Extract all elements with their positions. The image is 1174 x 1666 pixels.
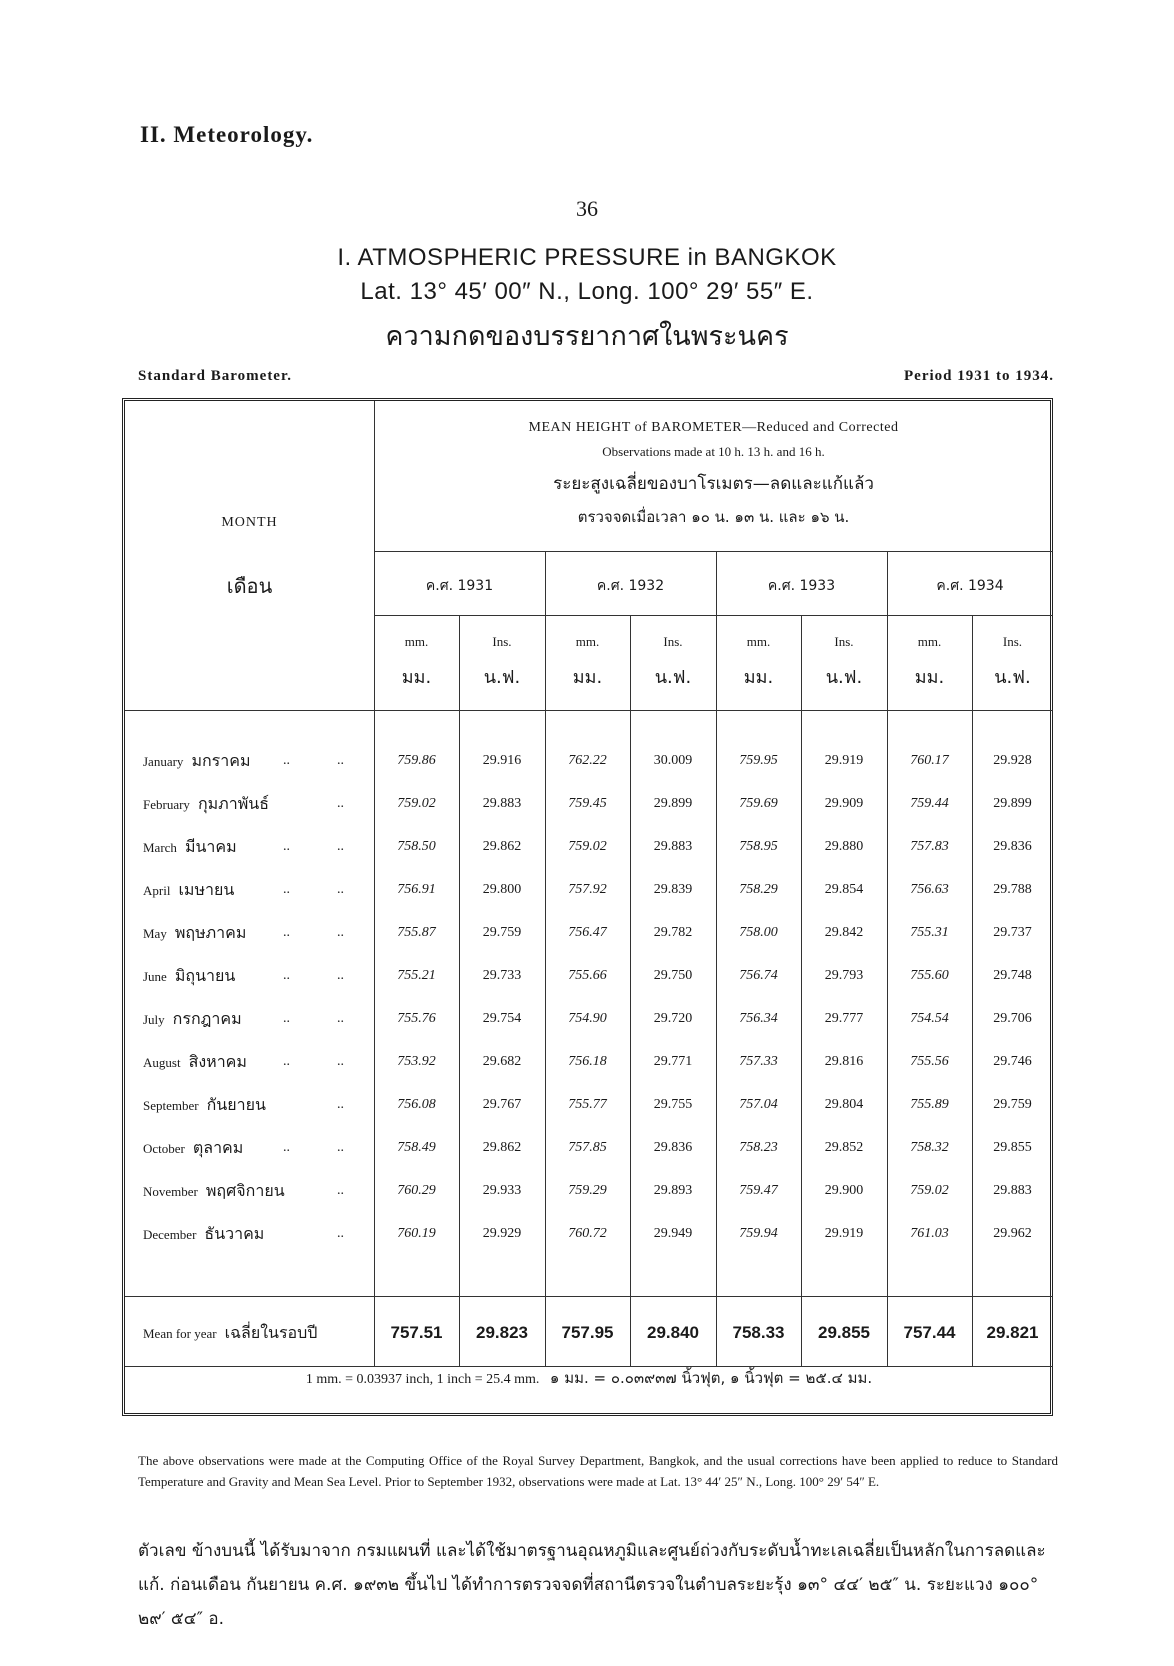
value-mm: 758.49 — [397, 1140, 436, 1155]
mean-header-thai-1: ระยะสูงเฉลี่ยของบาโรเมตร—ลดและแก้แล้ว — [553, 474, 874, 494]
value-mm: 754.54 — [910, 1011, 949, 1026]
value-ins: 29.854 — [824, 882, 864, 897]
month-label — [143, 1211, 264, 1256]
leader-dots: .. — [283, 882, 290, 897]
month-label-en: February — [143, 797, 190, 812]
leader-dots: .. — [283, 1011, 290, 1026]
leader-dots: .. — [337, 1226, 344, 1241]
value-ins: 29.852 — [824, 1140, 864, 1155]
unit-ins-label: Ins. — [663, 634, 683, 649]
unit-mm-thai-label: มม. — [743, 667, 774, 688]
leader-dots: .. — [337, 753, 344, 768]
month-label — [143, 781, 269, 826]
value-mm: 760.29 — [397, 1183, 436, 1198]
value-mm: 758.29 — [739, 882, 778, 897]
month-label — [143, 867, 234, 912]
unit-ins-label: Ins. — [834, 634, 854, 649]
value-mm: 761.03 — [910, 1226, 949, 1241]
section-heading: II. Meteorology. — [140, 122, 314, 147]
unit-mm-thai-label: มม. — [572, 667, 603, 688]
value-mm: 758.23 — [739, 1140, 778, 1155]
value-mm: 753.92 — [397, 1054, 436, 1069]
value-ins: 29.883 — [653, 839, 693, 854]
value-ins: 29.737 — [993, 925, 1032, 940]
value-ins: 29.842 — [824, 925, 864, 940]
value-ins: 29.836 — [993, 839, 1032, 854]
unit-mm-thai-label: มม. — [401, 667, 432, 688]
month-label-th: สิงหาคม — [188, 1052, 247, 1071]
month-label-en: November — [143, 1184, 198, 1199]
value-mm: 755.56 — [910, 1054, 949, 1069]
table-row — [125, 1211, 1053, 1256]
mean-row-label-en: Mean for year — [143, 1326, 217, 1341]
value-mm: 756.91 — [397, 882, 436, 897]
value-mm: 757.04 — [739, 1097, 778, 1112]
mean-1933-mm: 758.33 — [732, 1323, 785, 1342]
value-mm: 760.19 — [397, 1226, 436, 1241]
value-ins: 29.793 — [824, 968, 864, 983]
unit-ins-thai-label: น.ฟ. — [654, 667, 692, 688]
value-ins: 29.962 — [993, 1226, 1032, 1241]
table-row — [125, 996, 1053, 1041]
leader-dots: .. — [337, 1054, 344, 1069]
value-mm: 756.34 — [739, 1011, 778, 1026]
month-label-en: September — [143, 1098, 199, 1113]
unit-ins-label: Ins. — [492, 634, 512, 649]
value-mm: 759.86 — [397, 753, 436, 768]
month-label-th: มิถุนายน — [174, 966, 236, 985]
value-ins: 29.682 — [482, 1054, 522, 1069]
month-label-th: มกราคม — [191, 751, 251, 770]
leader-dots: .. — [283, 1140, 290, 1155]
value-mm: 760.72 — [568, 1226, 607, 1241]
value-ins: 29.839 — [653, 882, 693, 897]
value-mm: 755.77 — [568, 1097, 607, 1112]
table-row — [125, 1125, 1053, 1170]
value-ins: 29.909 — [824, 796, 864, 811]
unit-mm-label: mm. — [917, 634, 942, 649]
mean-1934-ins: 29.821 — [986, 1323, 1039, 1342]
header-rule-3 — [125, 710, 1053, 711]
month-label-th: ธันวาคม — [204, 1224, 265, 1243]
value-mm: 755.21 — [397, 968, 436, 983]
value-mm: 757.85 — [568, 1140, 607, 1155]
month-label-en: October — [143, 1141, 185, 1156]
value-ins: 29.759 — [993, 1097, 1032, 1112]
standard-barometer-caption: Standard Barometer. — [138, 368, 292, 384]
value-ins: 29.746 — [993, 1054, 1032, 1069]
conversion-en: 1 mm. = 0.03937 inch, 1 inch = 25.4 mm. — [305, 1372, 540, 1387]
month-label — [143, 910, 246, 955]
value-ins: 29.933 — [482, 1183, 522, 1198]
value-mm: 755.89 — [910, 1097, 949, 1112]
month-label-th: พฤศจิกายน — [205, 1181, 285, 1200]
unit-ins-thai-label: น.ฟ. — [825, 667, 863, 688]
table-row — [125, 1082, 1053, 1127]
year-header-1932: ค.ศ. 1932 — [596, 578, 665, 594]
title-line-2: Lat. 13° 45′ 00″ N., Long. 100° 29′ 55″ E. — [360, 278, 814, 305]
leader-dots: .. — [337, 1140, 344, 1155]
year-header-1933: ค.ศ. 1933 — [767, 578, 836, 594]
value-mm: 758.50 — [397, 839, 436, 854]
table-row — [125, 1039, 1053, 1084]
value-ins: 29.755 — [653, 1097, 693, 1112]
leader-dots: .. — [337, 796, 344, 811]
unit-ins-label: Ins. — [1002, 634, 1023, 649]
value-ins: 29.929 — [482, 1226, 522, 1241]
month-label — [143, 996, 242, 1041]
value-ins: 29.855 — [993, 1140, 1032, 1155]
value-mm: 759.29 — [568, 1183, 607, 1198]
value-ins: 29.754 — [482, 1011, 522, 1026]
value-mm: 759.95 — [739, 753, 778, 768]
leader-dots: .. — [283, 1054, 290, 1069]
leader-dots: .. — [337, 1183, 344, 1198]
value-ins: 29.750 — [653, 968, 693, 983]
month-label-en: July — [143, 1012, 165, 1027]
value-mm: 758.32 — [910, 1140, 949, 1155]
value-ins: 29.836 — [653, 1140, 693, 1155]
table-row — [125, 738, 1053, 783]
month-label-th: กรกฎาคม — [172, 1009, 242, 1028]
value-ins: 29.916 — [482, 753, 522, 768]
value-ins: 29.720 — [653, 1011, 693, 1026]
unit-ins-thai-label: น.ฟ. — [483, 667, 521, 688]
leader-dots: .. — [337, 882, 344, 897]
value-mm: 759.69 — [739, 796, 778, 811]
leader-dots: .. — [283, 925, 290, 940]
value-mm: 756.63 — [910, 882, 949, 897]
value-ins: 29.880 — [824, 839, 864, 854]
value-ins: 29.883 — [993, 1183, 1032, 1198]
mean-header-line-2: Observations made at 10 h. 13 h. and 16 h. — [602, 444, 825, 459]
page-number: 36 — [576, 196, 598, 221]
conversion-th: ๑ มม. = ๐.๐๓๙๓๗ นิ้วฟุต, ๑ นิ้วฟุต = ๒๕.๔ มม. — [549, 1369, 873, 1387]
leader-dots: .. — [283, 839, 290, 854]
month-label — [143, 1168, 285, 1213]
month-label — [143, 1082, 266, 1127]
value-ins: 29.759 — [482, 925, 522, 940]
value-mm: 759.45 — [568, 796, 607, 811]
month-label-th: กุมภาพันธ์ — [197, 794, 269, 813]
value-mm: 755.60 — [910, 968, 949, 983]
year-header-1931: ค.ศ. 1931 — [425, 578, 494, 594]
value-mm: 759.94 — [739, 1226, 778, 1241]
mean-header-thai-2: ตรวจจดเมื่อเวลา ๑๐ น. ๑๓ น. และ ๑๖ น. — [577, 508, 850, 526]
leader-dots: .. — [283, 968, 290, 983]
value-ins: 29.816 — [824, 1054, 864, 1069]
value-mm: 759.44 — [910, 796, 949, 811]
value-ins: 29.706 — [993, 1011, 1032, 1026]
value-ins: 29.899 — [653, 796, 693, 811]
value-ins: 30.009 — [653, 753, 693, 768]
value-ins: 29.928 — [993, 753, 1032, 768]
value-mm: 759.02 — [910, 1183, 949, 1198]
period-caption: Period 1931 to 1934. — [904, 368, 1054, 384]
unit-mm-label: mm. — [404, 634, 429, 649]
value-ins: 29.771 — [653, 1054, 693, 1069]
mean-1933-ins: 29.855 — [818, 1323, 870, 1342]
month-label — [143, 953, 235, 998]
table-row — [125, 824, 1053, 869]
month-label — [143, 738, 251, 783]
month-label-th: เมษายน — [178, 880, 235, 899]
table-row — [125, 867, 1053, 912]
header-rule-1 — [374, 551, 1053, 552]
month-header-thai: เดือน — [226, 574, 273, 598]
mean-1931-mm: 757.51 — [390, 1323, 443, 1342]
unit-mm-thai-label: มม. — [914, 667, 945, 688]
value-mm: 755.87 — [397, 925, 436, 940]
leader-dots: .. — [337, 925, 344, 940]
value-mm: 755.31 — [910, 925, 949, 940]
value-mm: 754.90 — [568, 1011, 607, 1026]
unit-mm-label: mm. — [575, 634, 600, 649]
month-label-th: กันยายน — [206, 1095, 266, 1114]
value-ins: 29.919 — [824, 753, 864, 768]
value-mm: 756.74 — [739, 968, 778, 983]
value-mm: 757.83 — [910, 839, 949, 854]
value-ins: 29.900 — [824, 1183, 864, 1198]
value-ins: 29.804 — [824, 1097, 864, 1112]
table-row — [125, 1168, 1053, 1213]
value-ins: 29.862 — [482, 839, 522, 854]
leader-dots: .. — [337, 1011, 344, 1026]
month-header: MONTH — [221, 515, 278, 530]
value-mm: 757.92 — [568, 882, 607, 897]
value-ins: 29.949 — [653, 1226, 693, 1241]
month-label-en: December — [143, 1227, 197, 1242]
mean-row-rule-top — [125, 1296, 1053, 1297]
leader-dots: .. — [337, 1097, 344, 1112]
value-ins: 29.883 — [482, 796, 522, 811]
unit-ins-thai-label: น.ฟ. — [994, 667, 1031, 688]
leader-dots: .. — [283, 753, 290, 768]
leader-dots: .. — [337, 968, 344, 983]
month-label-en: January — [143, 754, 184, 769]
month-label — [143, 1125, 243, 1170]
month-label-en: April — [143, 883, 171, 898]
month-label-th: มีนาคม — [184, 837, 237, 856]
value-mm: 756.47 — [568, 925, 607, 940]
month-label-en: May — [143, 926, 167, 941]
value-ins: 29.733 — [482, 968, 522, 983]
month-label — [143, 1039, 247, 1084]
value-mm: 757.33 — [739, 1054, 778, 1069]
mean-header-line-1: MEAN HEIGHT of BAROMETER—Reduced and Corrected — [528, 420, 899, 435]
header-rule-2 — [374, 615, 1053, 616]
month-label-th: ตุลาคม — [192, 1138, 244, 1157]
value-mm: 760.17 — [910, 753, 949, 768]
value-mm: 758.95 — [739, 839, 778, 854]
mean-for-year-row — [125, 1310, 1053, 1355]
mean-1934-mm: 757.44 — [903, 1323, 956, 1342]
value-mm: 755.66 — [568, 968, 607, 983]
value-mm: 762.22 — [568, 753, 607, 768]
month-label-en: June — [143, 969, 167, 984]
month-label — [143, 824, 237, 869]
value-mm: 758.00 — [739, 925, 778, 940]
year-header-1934: ค.ศ. 1934 — [936, 578, 1004, 594]
value-ins: 29.893 — [653, 1183, 693, 1198]
month-label-th: พฤษภาคม — [174, 923, 247, 942]
mean-1932-ins: 29.840 — [647, 1323, 699, 1342]
footnote-english: The above observations were made at the Computing Office of the Royal Survey Department, Bangkok, and the usual corrections have been applied to reduce to Standard Temperature and Gravity and Mean Sea Level. Prior to September 1932, observations were made at Lat. 13° 44′ 25″ N., Long. 100° 29′ 54″ E. — [138, 1453, 1058, 1489]
value-mm: 755.76 — [397, 1011, 436, 1026]
month-label-en: March — [143, 840, 177, 855]
value-ins: 29.748 — [993, 968, 1032, 983]
value-ins: 29.800 — [482, 882, 522, 897]
table-row — [125, 781, 1053, 826]
table-row — [125, 910, 1053, 955]
conversion-note — [125, 1366, 1053, 1390]
title-thai: ความกดของบรรยากาศในพระนคร — [385, 321, 789, 352]
value-ins: 29.767 — [482, 1097, 522, 1112]
value-ins: 29.782 — [653, 925, 693, 940]
leader-dots: .. — [337, 839, 344, 854]
footnote-thai: ตัวเลข ข้างบนนี้ ได้รับมาจาก กรมแผนที่ และได้ใช้มาตรฐานอุณหภูมิและศูนย์ถ่วงกับระดับน้ำทะเลเฉลี่ยเป็นหลักในการลดและแก้. ก่อนเดือน กันยายน ค.ศ. ๑๙๓๒ ขึ้นไป ได้ทำการตรวจจดที่สถานีตรวจในตำบลระยะรุ้ง ๑๓° ๔๔′ ๒๕″ น. ระยะแวง ๑๐๐° ๒๙′ ๕๔″ อ. — [138, 1541, 1046, 1629]
value-ins: 29.788 — [993, 882, 1032, 897]
value-ins: 29.777 — [824, 1011, 864, 1026]
table-row — [125, 953, 1053, 998]
value-mm: 759.47 — [739, 1183, 778, 1198]
mean-row-label — [143, 1310, 317, 1355]
value-mm: 756.08 — [397, 1097, 436, 1112]
month-label-en: August — [143, 1055, 181, 1070]
value-mm: 756.18 — [568, 1054, 607, 1069]
mean-1931-ins: 29.823 — [476, 1323, 528, 1342]
mean-1932-mm: 757.95 — [561, 1323, 614, 1342]
value-ins: 29.919 — [824, 1226, 864, 1241]
unit-mm-label: mm. — [746, 634, 771, 649]
value-mm: 759.02 — [397, 796, 436, 811]
mean-row-label-th: เฉลี่ยในรอบปี — [224, 1323, 318, 1342]
value-mm: 759.02 — [568, 839, 607, 854]
value-ins: 29.862 — [482, 1140, 522, 1155]
title-line-1: I. ATMOSPHERIC PRESSURE in BANGKOK — [337, 244, 837, 271]
value-ins: 29.899 — [993, 796, 1032, 811]
